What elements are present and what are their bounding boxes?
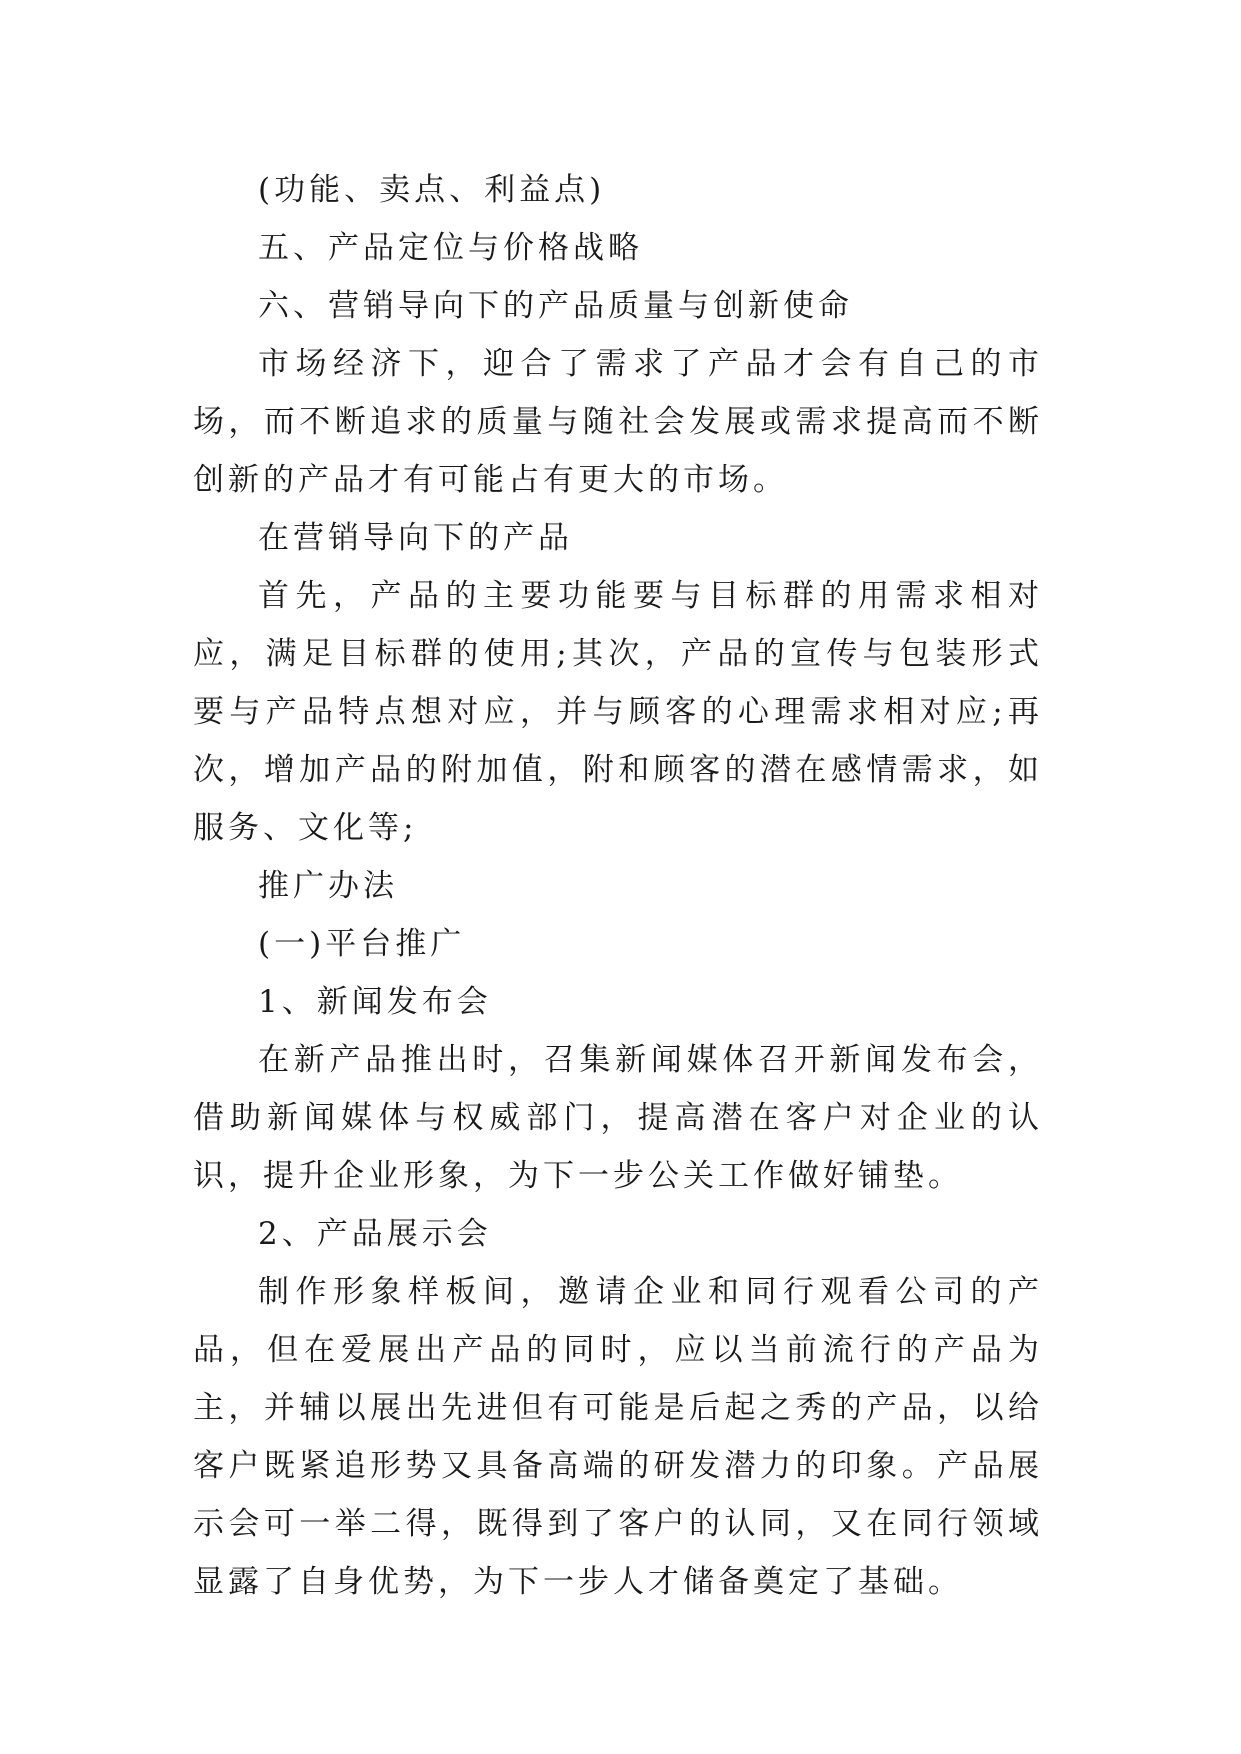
paragraph-heading-exhibition: 2、产品展示会 [258, 1216, 492, 1252]
paragraph-marketing-oriented: 在营销导向下的产品 [258, 520, 573, 556]
paragraph-heading-quality: 六、营销导向下的产品质量与创新使命 [258, 288, 853, 324]
paragraph-heading-press-conference: 1、新闻发布会 [258, 984, 492, 1020]
paragraph-heading-features: (功能、卖点、利益点) [258, 172, 606, 208]
paragraph-market-economy: 市场经济下，迎合了需求了产品才会有自己的市场，而不断追求的质量与随社会发展或需求提高而不断创新的产品才有可能占有更大的市场。 [193, 346, 1043, 498]
paragraph-heading-promotion: 推广办法 [258, 868, 398, 904]
paragraph-product-requirements: 首先，产品的主要功能要与目标群的用需求相对应，满足目标群的使用;其次，产品的宣传与包装形式要与产品特点想对应，并与顾客的心理需求相对应;再次，增加产品的附加值，附和顾客的潜在感情需求，如服务、文化等; [193, 578, 1043, 846]
paragraph-exhibition: 制作形象样板间，邀请企业和同行观看公司的产品，但在爱展出产品的同时，应以当前流行的产品为主，并辅以展出先进但有可能是后起之秀的产品，以给客户既紧追形势又具备高端的研发潜力的印象。产品展示会可一举二得，既得到了客户的认同，又在同行领域显露了自身优势，为下一步人才储备奠定了基础。 [193, 1274, 1043, 1600]
paragraph-heading-platform: (一)平台推广 [258, 926, 466, 962]
document-body [193, 161, 1043, 1611]
paragraph-heading-positioning: 五、产品定位与价格战略 [258, 230, 643, 266]
paragraph-press-conference: 在新产品推出时，召集新闻媒体召开新闻发布会，借助新闻媒体与权威部门，提高潜在客户对企业的认识，提升企业形象，为下一步公关工作做好铺垫。 [193, 1042, 1043, 1194]
